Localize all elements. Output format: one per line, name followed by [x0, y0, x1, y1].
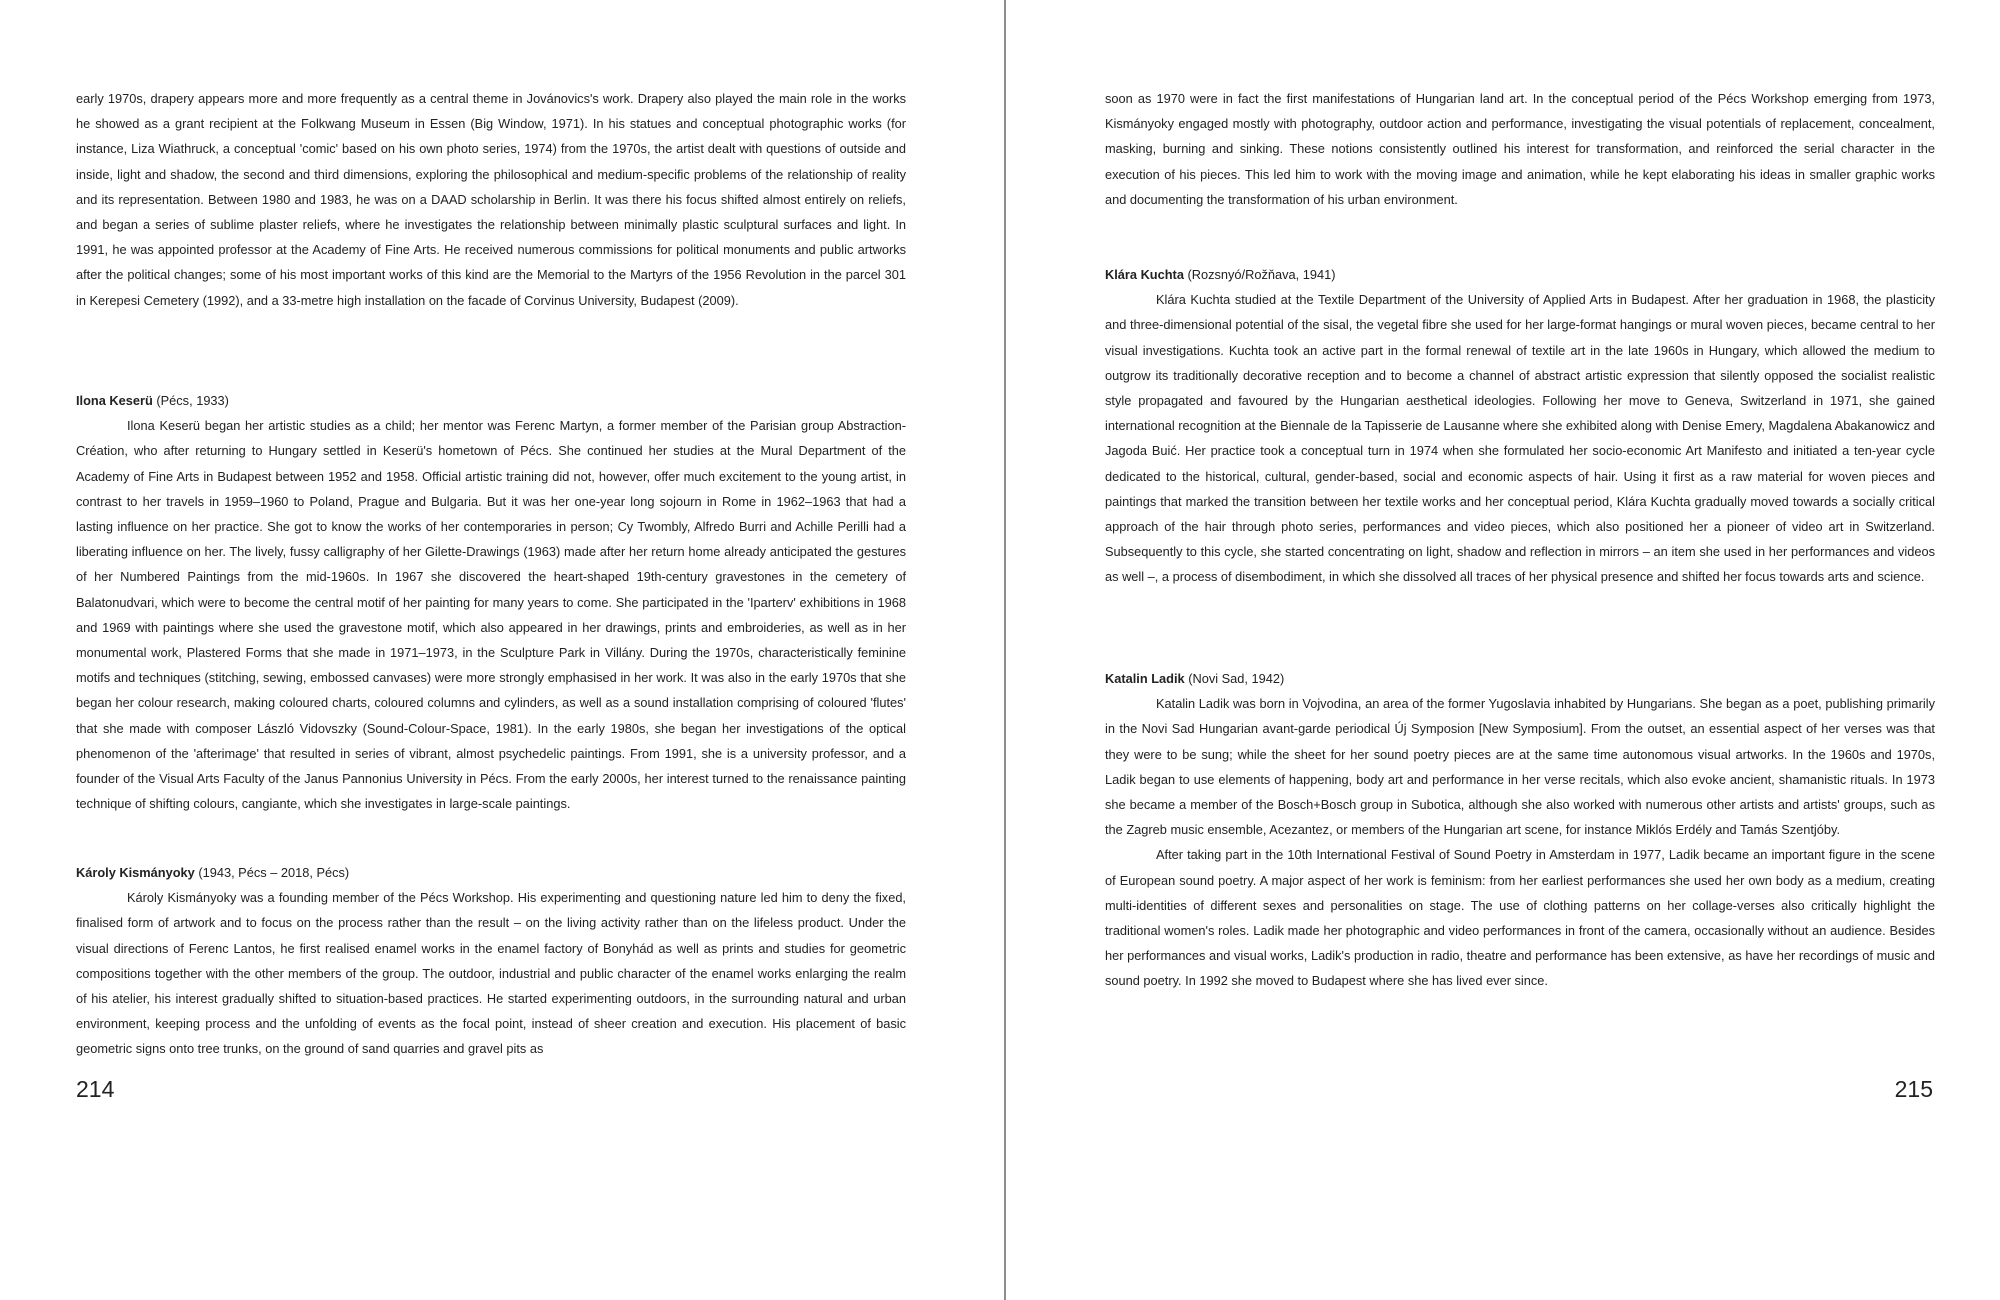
entry-body: After taking part in the 10th International Festival of Sound Poetry in Amsterdam in 1977, Ladik became an important figure in the scene of European sound poetry. A major aspect of her work is feminism: from her earliest performances she used her own body as a medium, creating multi-identities of different sexes and personalities on stage. The use of clothing patterns on her collage-verses also critically highlight the traditional women's roles. Ladik made her photographic and video performances in front of the camera, occasionally without an audience. Besides her performances and visual works, Ladik's production in radio, theatre and performance has been extensive, as have her recordings of music and sound poetry. In 1992 she moved to Budapest where she has lived ever since. — [1105, 847, 1935, 989]
intro-paragraph: early 1970s, drapery appears more and more frequently as a central theme in Jovánovics's work. Drapery also played the main role in the works he showed as a grant recipient at the Folkwang Museum in Essen (Big Window, 1971). In his statues and conceptual photographic works (for instance, Liza Wiathruck, a conceptual 'comic' based on his own photo series, 1974) from the 1970s, the artist dealt with questions of outside and inside, light and shadow, the second and third dimensions, exploring the philosophical and medium-specific problems of the relationship of reality and its representation. Between 1980 and 1983, he was on a DAAD scholarship in Berlin. It was there his focus shifted almost entirely on reliefs, and began a series of sublime plaster reliefs, where he investigates the relationship between minimally plastic sculptural surfaces and light. In 1991, he was appointed professor at the Academy of Fine Arts. He received numerous commissions for political monuments and public artworks after the political changes; some of his most important works of this kind are the Memorial to the Martyrs of the 1956 Revolution in the parcel 301 in Kerepesi Cemetery (1992), and a 33-metre high installation on the facade of Corvinus University, Budapest (2009). — [76, 91, 906, 308]
entry-continuation — [1105, 86, 1935, 212]
entry-kismanyoky — [76, 860, 906, 1062]
artist-name: Ilona Keserü — [76, 393, 153, 408]
page-gutter — [1004, 0, 1006, 1300]
artist-name: Klára Kuchta — [1105, 267, 1184, 282]
entry-continuation — [76, 86, 906, 313]
entry-keseru — [76, 388, 906, 816]
intro-paragraph: soon as 1970 were in fact the first manifestations of Hungarian land art. In the conceptual period of the Pécs Workshop emerging from 1973, Kismányoky engaged mostly with photography, outdoor action and performance, investigating the visual potentials of replacement, concealment, masking, burning and sinking. These notions consistently outlined his interest for transformation, and reinforced the serial character in the execution of his pieces. This led him to work with the moving image and animation, while he kept elaborating his ideas in smaller graphic works and documenting the transformation of his urban environment. — [1105, 91, 1935, 207]
entry-heading — [1105, 666, 1935, 691]
artist-name: Katalin Ladik — [1105, 671, 1185, 686]
artist-info: (Novi Sad, 1942) — [1188, 671, 1285, 686]
page-number-right: 215 — [1894, 1076, 1933, 1102]
entry-heading — [1105, 262, 1935, 287]
page-number-left: 214 — [76, 1076, 115, 1102]
entry-ladik — [1105, 666, 1935, 994]
artist-info: (Pécs, 1933) — [156, 393, 229, 408]
artist-info: (1943, Pécs – 2018, Pécs) — [198, 865, 350, 880]
entry-body: Katalin Ladik was born in Vojvodina, an area of the former Yugoslavia inhabited by Hungarians. She began as a poet, publishing primarily in the Novi Sad Hungarian avant-garde periodical Új Symposion [New Symposium]. From the outset, an essential aspect of her verses was that they were to be sung; while the sheet for her sound poetry pieces are at the same time autonomous visual artworks. In the 1960s and 1970s, Ladik began to use elements of happening, body art and performance in her verse recitals, which also evoke ancient, shamanistic rituals. In 1973 she became a member of the Bosch+Bosch group in Subotica, although she also worked with numerous other artists and artists' groups, such as the Zagreb music ensemble, Acezantez, or members of the Hungarian art scene, for instance Miklós Erdély and Tamás Szentjóby. — [1105, 696, 1935, 838]
artist-info: (Rozsnyó/Rožňava, 1941) — [1187, 267, 1336, 282]
entry-heading — [76, 860, 906, 885]
artist-name: Károly Kismányoky — [76, 865, 195, 880]
entry-body: Klára Kuchta studied at the Textile Department of the University of Applied Arts in Budapest. After her graduation in 1968, the plasticity and three-dimensional potential of the sisal, the vegetal fibre she used for her large-format hangings or mural woven pieces, became central to her visual investigations. Kuchta took an active part in the formal renewal of textile art in the late 1960s in Hungary, which allowed the medium to outgrow its traditionally decorative reception and to become a channel of abstract artistic expression that silently opposed the socialist realistic style propagated and favoured by the Hungarian aesthetical ideologies. Following her move to Geneva, Switzerland in 1971, she gained international recognition at the Biennale de la Tapisserie de Lausanne where she exhibited along with Denise Emery, Magdalena Abakanowicz and Jagoda Buić. Her practice took a conceptual turn in 1974 when she formulated her socio-economic Art Manifesto and initiated a ten-year cycle dedicated to the historical, cultural, gender-based, social and economic aspects of hair. Using it first as a raw material for woven pieces and paintings that marked the transition between her textile works and her conceptual period, Klára Kuchta gradually moved towards a socially critical approach of the hair through photo series, performances and video pieces, which also positioned her a pioneer of video art in Switzerland. Subsequently to this cycle, she started concentrating on light, shadow and reflection in mirrors – an item she used in her performances and videos as well –, a process of disembodiment, in which she dissolved all traces of her physical presence and shifted her focus towards arts and science. — [1105, 292, 1935, 585]
entry-body: Károly Kismányoky was a founding member of the Pécs Workshop. His experimenting and questioning nature led him to deny the fixed, finalised form of artwork and to focus on the process rather than the result – on the living activity rather than on the lifeless product. Under the visual directions of Ferenc Lantos, he first realised enamel works in the enamel factory of Bonyhád as well as prints and studies for geometric compositions together with the other members of the group. The outdoor, industrial and public character of the enamel works enlarging the realm of his atelier, his interest gradually shifted to situation-based practices. He started experimenting outdoors, in the surrounding natural and urban environment, keeping process and the unfolding of events as the focal point, instead of sheer creation and execution. His placement of basic geometric signs onto tree trunks, on the ground of sand quarries and gravel pits as — [76, 890, 906, 1057]
entry-heading — [76, 388, 906, 413]
entry-body: Ilona Keserü began her artistic studies as a child; her mentor was Ferenc Martyn, a former member of the Parisian group Abstraction-Création, who after returning to Hungary settled in Keserü's hometown of Pécs. She continued her studies at the Mural Department of the Academy of Fine Arts in Budapest between 1952 and 1958. Official artistic training did not, however, offer much excitement to the young artist, in contrast to her travels in 1959–1960 to Poland, Prague and Bulgaria. But it was her one-year long sojourn in Rome in 1962–1963 that had a lasting influence on her practice. She got to know the works of her contemporaries in person; Cy Twombly, Alfredo Burri and Achille Perilli had a liberating influence on her. The lively, fussy calligraphy of her Gilette-Drawings (1963) made after her return home already anticipated the gestures of her Numbered Paintings from the mid-1960s. In 1967 she discovered the heart-shaped 19th-century gravestones in the cemetery of Balatonudvari, which were to become the central motif of her painting for many years to come. She participated in the 'Iparterv' exhibitions in 1968 and 1969 with paintings where she used the gravestone motif, which also appeared in her drawings, prints and embroideries, as well as in her monumental work, Plastered Forms that she made in 1971–1973, in the Sculpture Park in Villány. During the 1970s, characteristically feminine motifs and techniques (stitching, sewing, embossed canvases) were more strongly emphasised in her work. It was also in the early 1970s that she began her colour research, making coloured charts, coloured columns and cylinders, as well as a sound installation comprising of coloured 'flutes' that she made with composer László Vidovszky (Sound-Colour-Space, 1981). In the early 1980s, she began her investigations of the optical phenomenon of the 'afterimage' that resulted in series of vibrant, almost psychedelic paintings. From 1991, she is a university professor, and a founder of the Visual Arts Faculty of the Janus Pannonius University in Pécs. From the early 2000s, her interest turned to the renaissance painting technique of shifting colours, cangiante, which she investigates in large-scale paintings. — [76, 418, 906, 812]
entry-kuchta — [1105, 262, 1935, 590]
